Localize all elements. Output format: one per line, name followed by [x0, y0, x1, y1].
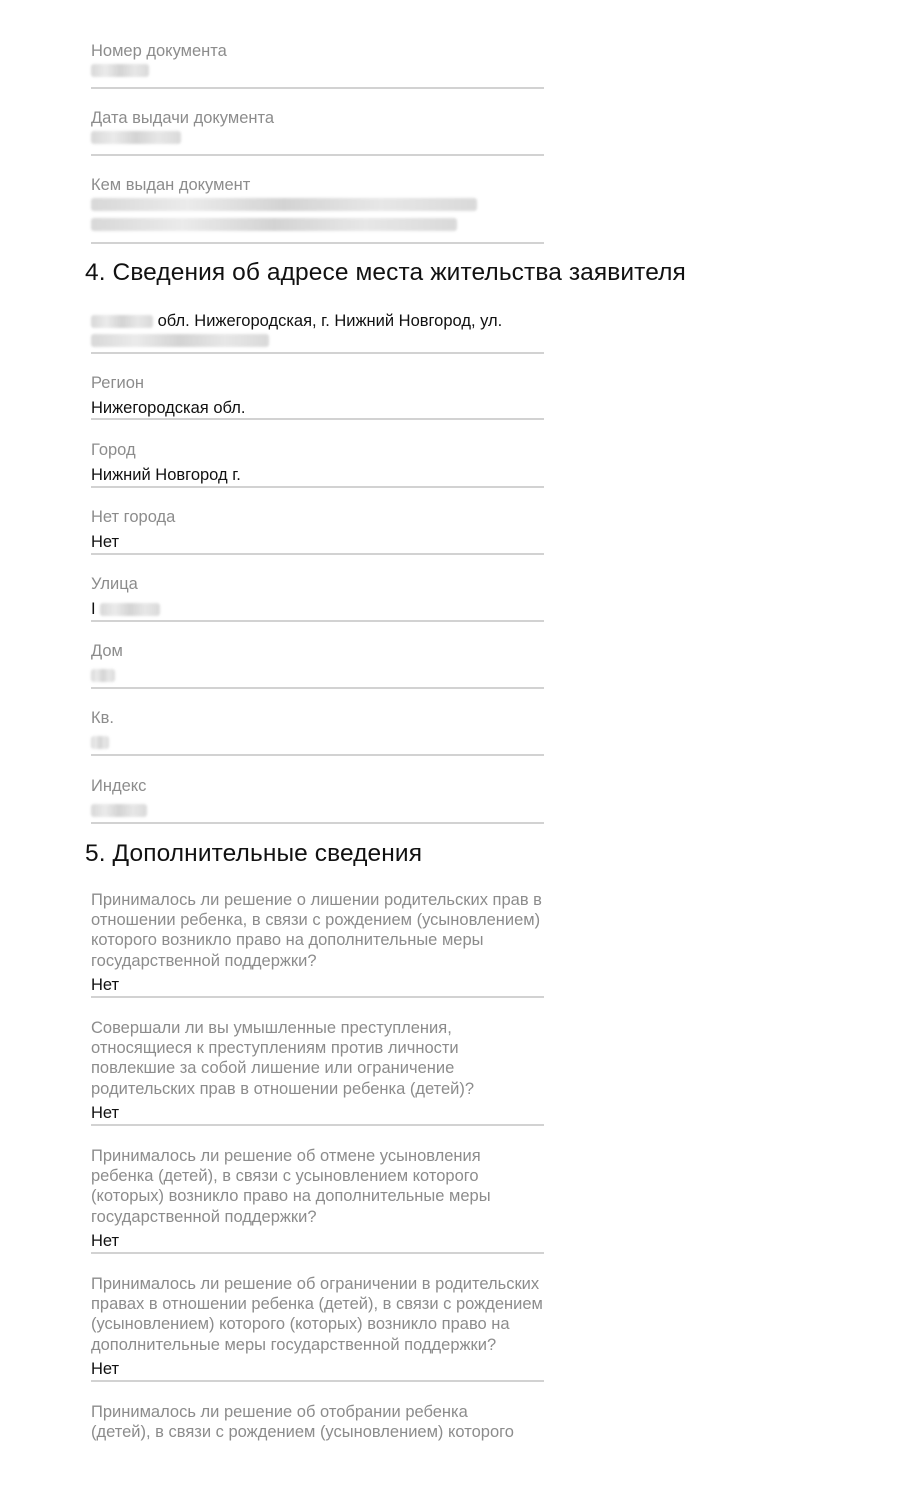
city-field [91, 440, 544, 488]
question-text: Принималось ли решение об ограничении в родительских правах в отношении ребенка (детей), в связи с рождением (усыновлением) которого (которых) возникло право на дополнительные меры государственной поддержки? [91, 1275, 543, 1354]
house-value-redacted [91, 666, 544, 686]
region-value: Нижегородская обл. [91, 399, 246, 417]
document-number-field [91, 41, 544, 89]
region-field [91, 373, 544, 420]
city-label: Город [91, 441, 136, 459]
question-answer: Нет [91, 1231, 120, 1250]
question-text: Принималось ли решение о лишении родительских прав в отношении ребенка, в связи с рождением (усыновлением) которого возникло право на дополнительные меры государственной поддержки? [91, 891, 542, 970]
region-label: Регион [91, 374, 144, 392]
no-city-value: Нет [91, 533, 120, 551]
question-child-removal [91, 1402, 544, 1446]
apartment-value-redacted [91, 733, 544, 753]
question-parental-rights-restriction [91, 1274, 544, 1382]
street-label: Улица [91, 575, 138, 593]
document-issued-by-value-redacted-line-2 [91, 215, 544, 235]
question-adoption-cancellation [91, 1146, 544, 1254]
document-issued-by-value-redacted-line-1 [91, 195, 544, 215]
document-number-label: Номер документа [91, 42, 227, 60]
address-redacted-prefix [91, 315, 153, 328]
document-issue-date-value-redacted [91, 128, 544, 148]
postal-index-label: Индекс [91, 777, 147, 795]
question-text: Совершали ли вы умышленные преступления, относящиеся к преступлениям против личности повлекшие за собой лишение или ограничение родительских прав в отношении ребенка (детей)? [91, 1019, 475, 1098]
section-4-heading: 4. Сведения об адресе места жительства заявителя [85, 259, 686, 286]
full-address-line-2-redacted [91, 331, 544, 351]
city-value: Нижний Новгород г. [91, 466, 241, 484]
postal-index-field [91, 776, 544, 824]
question-parental-rights-deprivation [91, 890, 544, 998]
full-address-text: обл. Нижегородская, г. Нижний Новгород, ул. [157, 312, 503, 330]
section-5-heading: 5. Дополнительные сведения [85, 840, 423, 867]
apartment-field [91, 708, 544, 756]
question-text: Принималось ли решение об отмене усыновления ребенка (детей), в связи с усыновлением которого (которых) возникло право на дополнительные меры государственной поддержки? [91, 1147, 491, 1226]
full-address-line-1 [91, 311, 544, 331]
document-issued-by-field [91, 175, 544, 244]
document-issued-by-label: Кем выдан документ [91, 176, 251, 194]
question-intentional-crimes [91, 1018, 544, 1126]
question-answer: Нет [91, 1103, 120, 1122]
full-address-field [91, 311, 544, 354]
apartment-label: Кв. [91, 709, 114, 727]
no-city-field [91, 507, 544, 555]
question-text: Принималось ли решение об отобрании ребенка (детей), в связи с рождением (усыновлением) которого [91, 1403, 514, 1442]
postal-index-value-redacted [91, 801, 544, 821]
street-field [91, 574, 544, 622]
street-value-redacted [100, 603, 160, 616]
house-label: Дом [91, 642, 123, 660]
house-field [91, 641, 544, 689]
document-issue-date-field [91, 108, 544, 156]
question-answer: Нет [91, 1359, 120, 1378]
document-number-value-redacted [91, 61, 544, 81]
street-value [91, 599, 544, 619]
question-answer: Нет [91, 975, 120, 994]
street-value-prefix: I [91, 600, 96, 618]
document-issue-date-label: Дата выдачи документа [91, 109, 275, 127]
no-city-label: Нет города [91, 508, 176, 526]
